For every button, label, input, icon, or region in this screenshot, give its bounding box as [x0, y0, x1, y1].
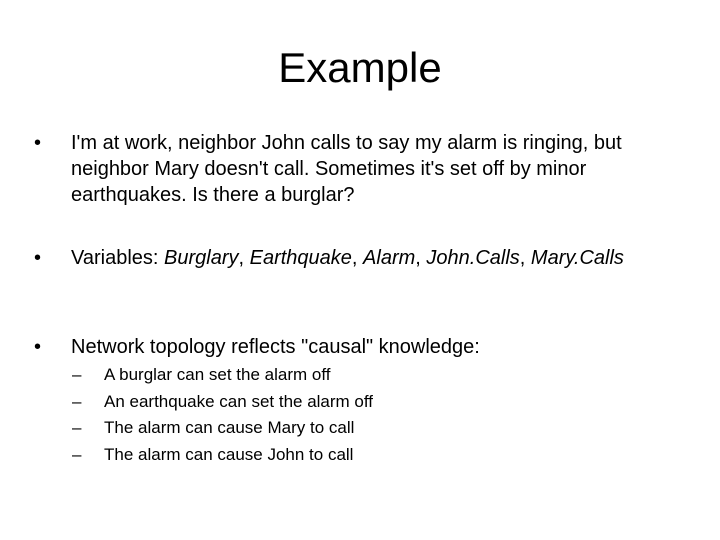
variable-separator: ,: [415, 247, 427, 269]
sub-list-item: [72, 415, 572, 442]
sub-item-text: The alarm can cause John to call: [104, 444, 354, 464]
variable-separator: ,: [519, 247, 531, 269]
variable-name: Earthquake: [249, 247, 352, 269]
bullet-marker: •: [34, 336, 42, 358]
variable-name: Burglary: [164, 247, 239, 269]
dash-marker: –: [72, 418, 82, 437]
variables-prefix: Variables:: [71, 247, 165, 269]
sub-list-item: [72, 362, 572, 389]
causal-sub-list: [72, 362, 572, 468]
dash-marker: –: [72, 444, 82, 464]
variable-separator: ,: [351, 247, 364, 269]
bullet-text: I'm at work, neighbor John calls to say my alarm is ringing, but neighbor Mary doesn't call. Sometimes it's set off by minor earthquakes. Is there a burglar?: [71, 132, 622, 206]
sub-item-text: The alarm can cause Mary to call: [104, 418, 355, 437]
dash-marker: –: [72, 391, 82, 411]
variable-name: John.Calls: [426, 247, 520, 269]
variable-separator: ,: [238, 247, 250, 269]
sub-list-item: [72, 389, 572, 416]
sub-item-text: An earthquake can set the alarm off: [104, 391, 374, 411]
variable-name: Alarm: [363, 247, 416, 269]
sub-item-text: A burglar can set the alarm off: [104, 365, 331, 384]
sub-list-item: [72, 442, 572, 469]
dash-marker: –: [72, 365, 82, 384]
bullet-marker: •: [34, 247, 42, 269]
bullet-text: Network topology reflects "causal" knowledge:: [71, 336, 480, 358]
variable-name: Mary.Calls: [530, 247, 624, 269]
bullet-text: [71, 245, 651, 271]
slide-title: Example: [278, 44, 442, 91]
bullet-marker: •: [34, 132, 42, 154]
